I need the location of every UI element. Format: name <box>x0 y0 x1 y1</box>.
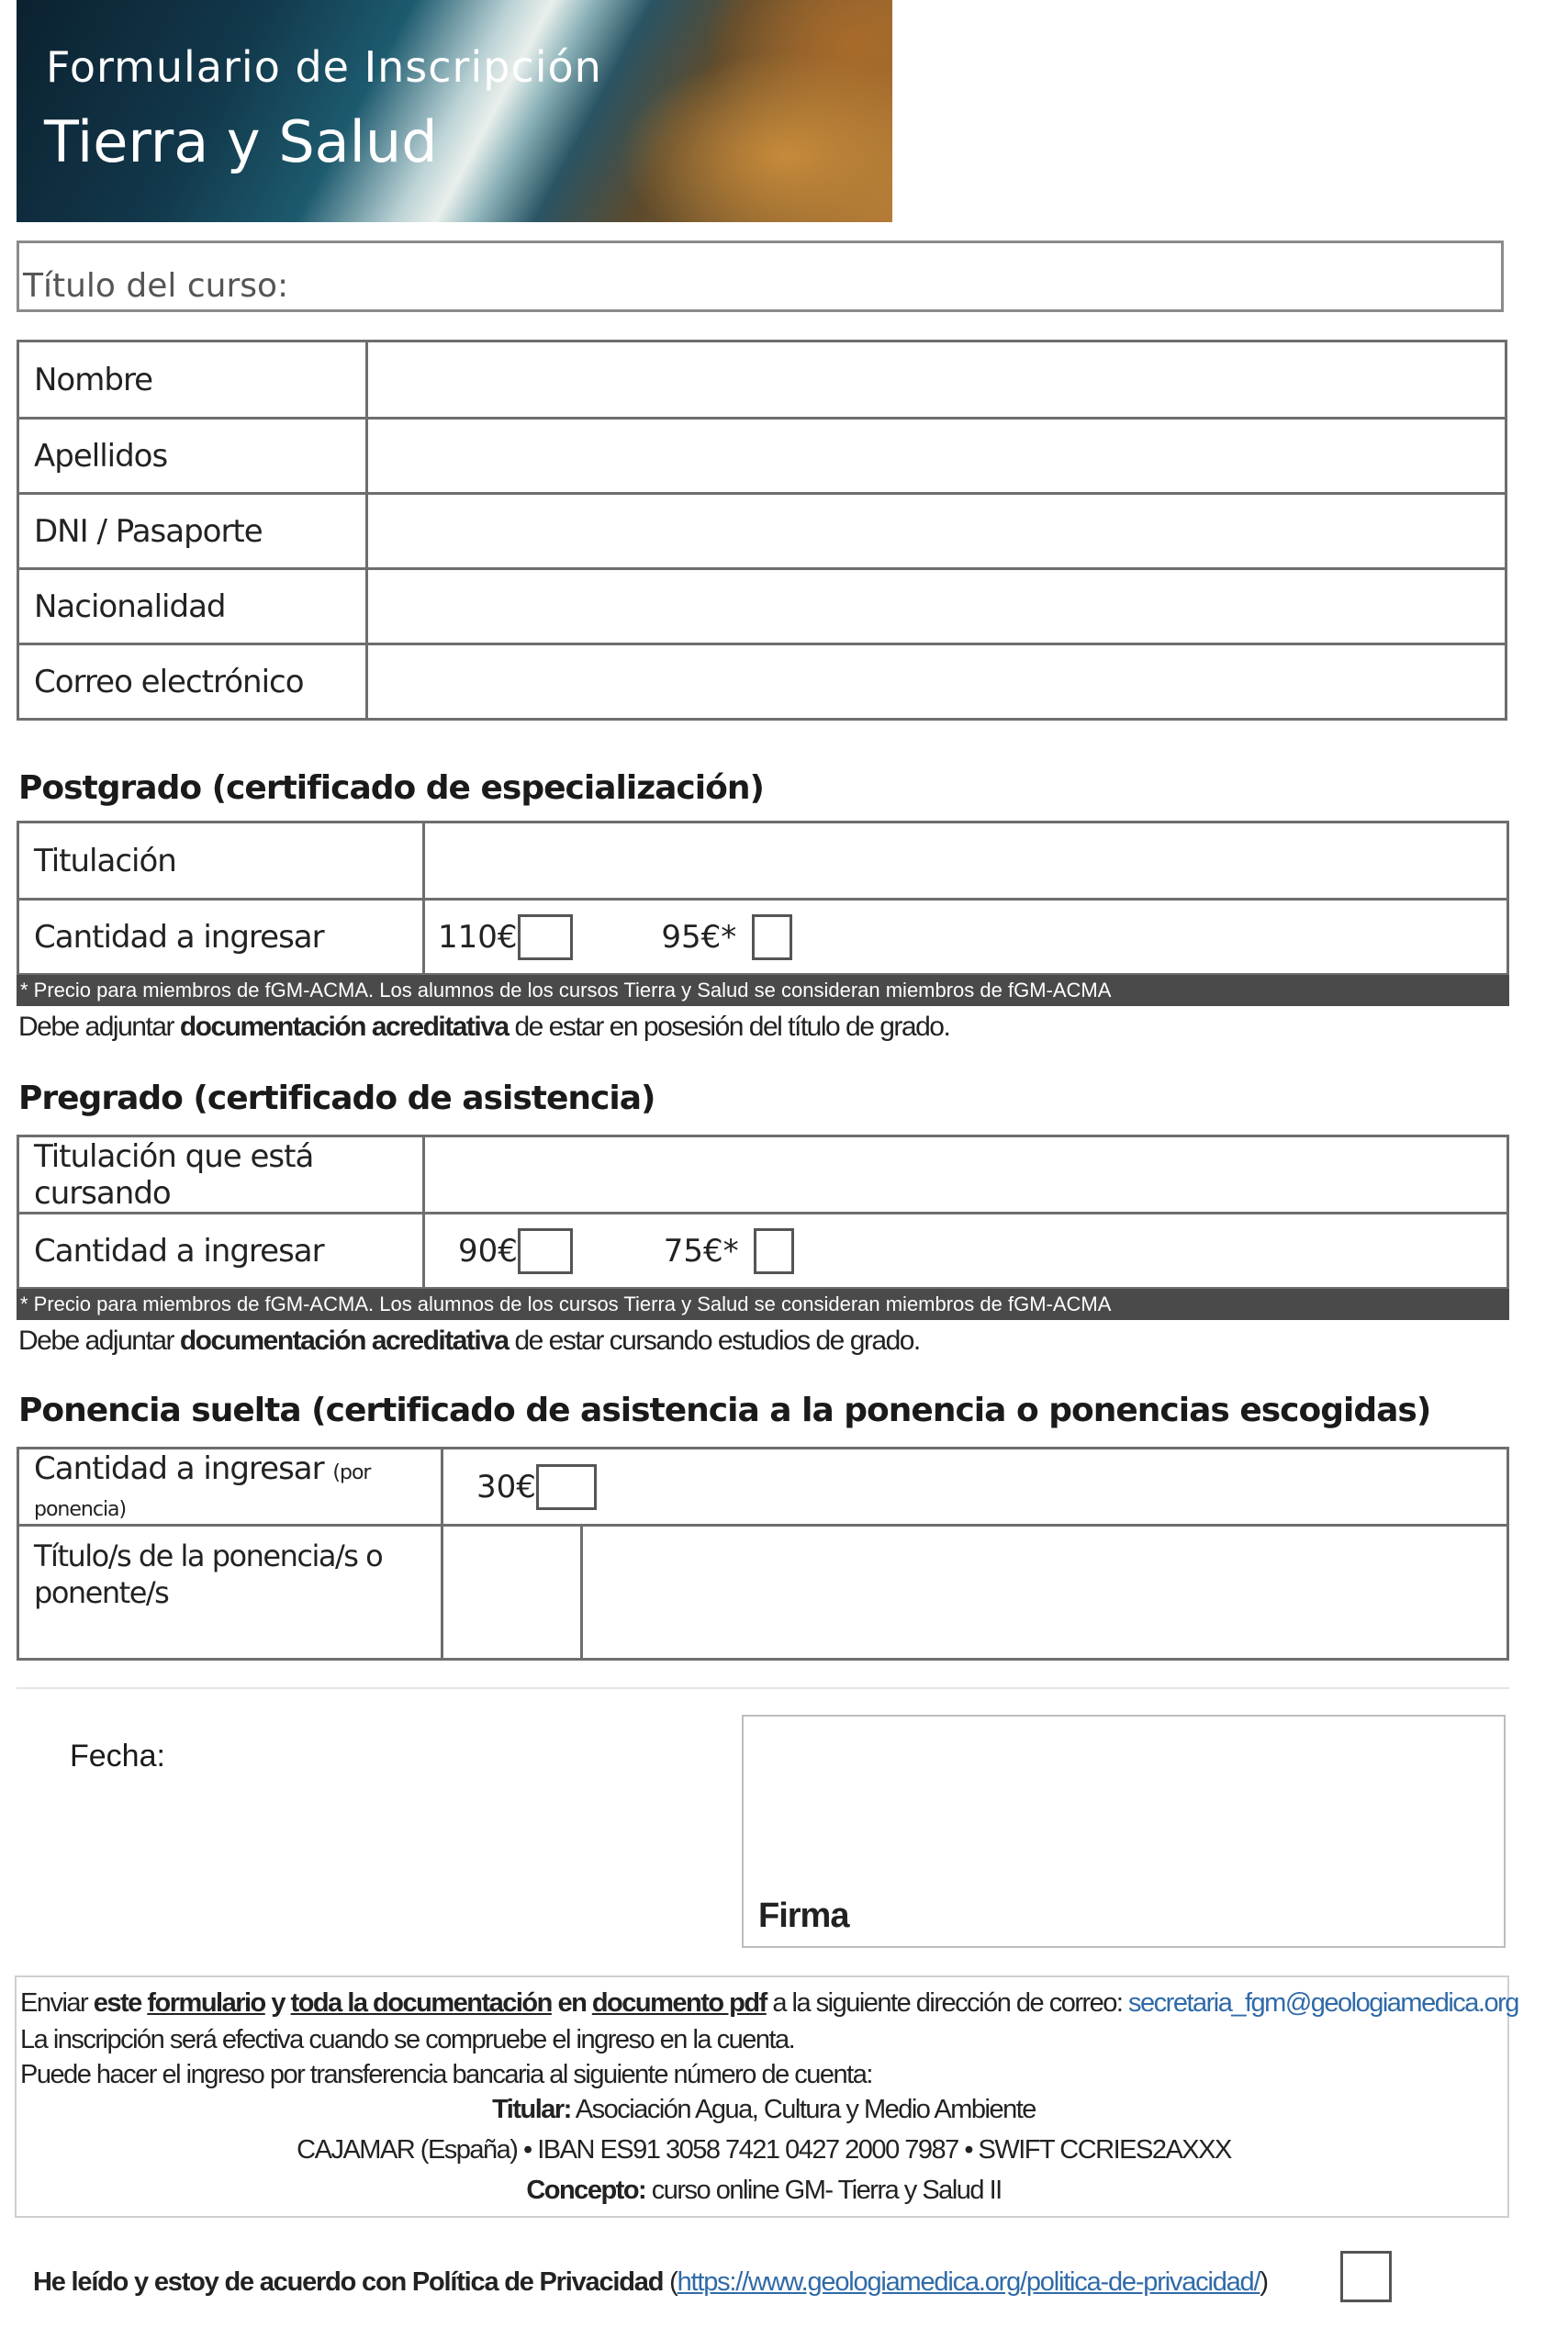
checkbox-postgrado-95[interactable] <box>752 914 792 960</box>
input-apellidos[interactable] <box>367 419 1506 494</box>
price-pregrado-member: 75€* <box>663 1232 739 1270</box>
spacer-cell <box>442 1526 582 1660</box>
checkbox-pregrado-75[interactable] <box>754 1228 794 1274</box>
fecha-label: Fecha: <box>70 1739 165 1774</box>
label-apellidos: Apellidos <box>18 419 367 494</box>
info-line-2: La inscripción será efectiva cuando se compruebe el ingreso en la cuenta. <box>20 2025 795 2054</box>
price-postgrado-member: 95€* <box>661 918 737 956</box>
input-dni[interactable] <box>367 494 1506 569</box>
label-titulos-ponencia: Título/s de la ponencia/s o ponente/s <box>18 1526 442 1660</box>
postgrado-heading: Postgrado (certificado de especialización) <box>18 769 764 807</box>
bank-line: CAJAMAR (España) • IBAN ES91 3058 7421 0427 2000 7987 • SWIFT CCRIES2AXXX <box>297 2135 1231 2165</box>
info-line-3: Puede hacer el ingreso por transferencia bancaria al siguiente número de cuenta: <box>20 2060 872 2089</box>
signature-box[interactable] <box>742 1715 1506 1948</box>
pregrado-doc-note: Debe adjuntar documentación acreditativa de estar cursando estudios de grado. <box>18 1326 920 1356</box>
label-titulacion-cursando: Titulación que está cursando <box>18 1136 424 1214</box>
concepto-line: Concepto: curso online GM- Tierra y Salud II <box>526 2176 1002 2205</box>
label-cantidad-postgrado: Cantidad a ingresar <box>18 900 424 975</box>
firma-label: Firma <box>758 1897 849 1935</box>
label-titulacion: Titulación <box>18 822 424 900</box>
member-price-note-2: * Precio para miembros de fGM-ACMA. Los alumnos de los cursos Tierra y Salud se consideran miembros de fGM-ACMA <box>17 1289 1509 1320</box>
input-titulacion-cursando[interactable] <box>424 1136 1508 1214</box>
course-title-field[interactable] <box>17 241 1504 312</box>
send-instructions: Enviar este formulario y toda la documentación en documento pdf a la siguiente dirección de correo: secretaria_fgm@geologiamedica.org <box>20 1988 1518 2018</box>
label-correo: Correo electrónico <box>18 644 367 720</box>
label-cantidad-pregrado: Cantidad a ingresar <box>18 1214 424 1289</box>
price-pregrado-regular: 90€ <box>458 1232 518 1270</box>
payment-info-box <box>15 1975 1518 2218</box>
input-nacionalidad[interactable] <box>367 569 1506 644</box>
label-dni: DNI / Pasaporte <box>18 494 367 569</box>
input-correo[interactable] <box>367 644 1506 720</box>
postgrado-doc-note: Debe adjuntar documentación acreditativa de estar en posesión del título de grado. <box>18 1012 950 1042</box>
privacy-checkbox[interactable] <box>1340 2251 1392 2302</box>
ponencia-heading: Ponencia suelta (certificado de asistencia a la ponencia o ponencias escogidas) <box>18 1392 1431 1429</box>
label-nacionalidad: Nacionalidad <box>18 569 367 644</box>
email-link[interactable]: secretaria_fgm@geologiamedica.org <box>1128 1988 1518 2018</box>
header-banner <box>17 0 892 222</box>
ponencia-table <box>17 1447 1509 1661</box>
checkbox-ponencia-30[interactable] <box>536 1464 597 1510</box>
privacy-link[interactable]: https://www.geologiamedica.org/politica-de-privacidad/ <box>677 2267 1260 2297</box>
postgrado-table <box>17 821 1509 976</box>
price-ponencia: 30€ <box>476 1468 536 1505</box>
label-nombre: Nombre <box>18 341 367 419</box>
titular-line: Titular: Asociación Agua, Cultura y Medio Ambiente <box>492 2095 1036 2124</box>
pregrado-table <box>17 1135 1509 1290</box>
form-subtitle: Formulario de Inscripción <box>46 42 602 92</box>
input-titulos-ponencia[interactable] <box>582 1526 1508 1660</box>
checkbox-pregrado-90[interactable] <box>518 1228 573 1274</box>
form-title: Tierra y Salud <box>44 108 438 175</box>
member-price-note: * Precio para miembros de fGM-ACMA. Los alumnos de los cursos Tierra y Salud se consideran miembros de fGM-ACMA <box>17 975 1509 1006</box>
price-postgrado-regular: 110€ <box>438 918 518 956</box>
privacy-statement: He leído y estoy de acuerdo con Política de Privacidad (https://www.geologiamedica.org/politica-de-privacidad/) <box>33 2267 1268 2297</box>
personal-data-table <box>17 340 1507 721</box>
input-titulacion[interactable] <box>424 822 1508 900</box>
divider <box>17 1687 1509 1689</box>
label-cantidad-ponencia: Cantidad a ingresar (por ponencia) <box>18 1449 442 1526</box>
input-nombre[interactable] <box>367 341 1506 419</box>
pregrado-heading: Pregrado (certificado de asistencia) <box>18 1080 655 1117</box>
checkbox-postgrado-110[interactable] <box>518 914 573 960</box>
course-title-label: Título del curso: <box>23 267 289 305</box>
